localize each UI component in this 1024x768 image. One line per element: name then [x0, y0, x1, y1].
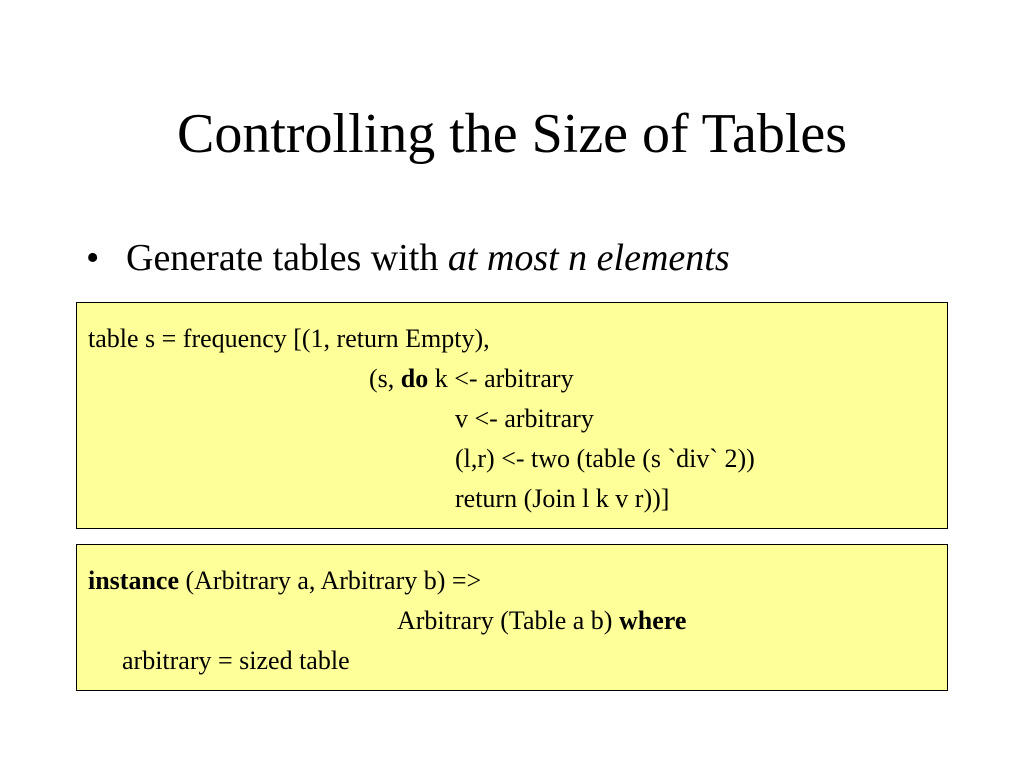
code-text: return (Join l k v r))] [455, 484, 670, 513]
code-line [397, 601, 686, 641]
bullet-item [86, 233, 730, 283]
code-line [455, 479, 669, 519]
code-text: (Arbitrary a, Arbitrary b) => [179, 566, 482, 595]
code-box-instance [76, 544, 948, 691]
code-box-table [76, 302, 948, 529]
code-text: (s, [369, 364, 401, 393]
code-line [88, 561, 481, 601]
bullet-text: Generate tables with [126, 237, 448, 279]
bullet-emphasis: at most n elements [447, 237, 730, 279]
code-line [88, 319, 490, 359]
code-keyword: do [400, 364, 429, 393]
code-text: table s = frequency [(1, return Empty), [88, 324, 490, 353]
code-keyword: where [618, 606, 687, 635]
code-line [455, 399, 594, 439]
code-line [369, 359, 574, 399]
code-text: k <- arbitrary [428, 364, 574, 393]
code-text: Arbitrary (Table a b) [397, 606, 619, 635]
code-text: v <- arbitrary [455, 404, 594, 433]
code-keyword: instance [88, 566, 179, 595]
bullet-marker: • [86, 237, 100, 279]
slide-title: Controlling the Size of Tables [176, 103, 848, 165]
code-text: arbitrary = sized table [122, 646, 350, 675]
code-text: (l,r) <- two (table (s `div` 2)) [455, 444, 755, 473]
code-line [122, 641, 350, 681]
code-line [455, 439, 755, 479]
